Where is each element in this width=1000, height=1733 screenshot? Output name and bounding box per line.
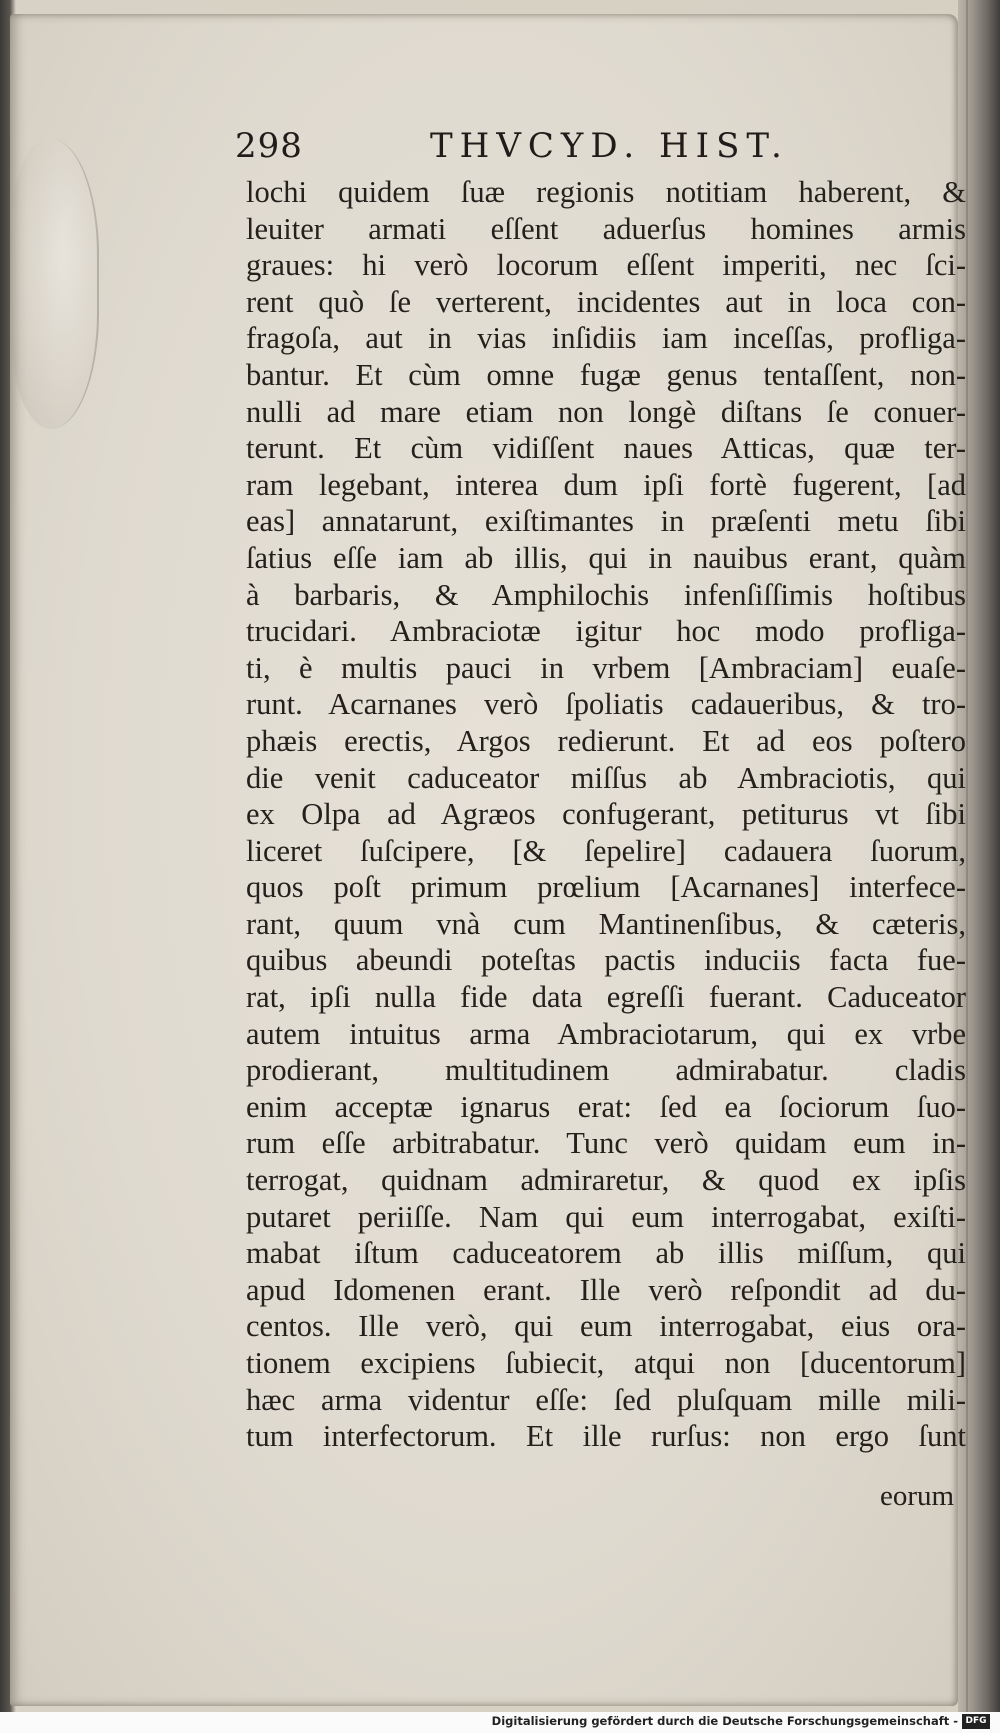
- text-line: runt. Acarnanes verò ſpoliatis cadaueribus, & tro-: [246, 687, 966, 722]
- text-line: putaret periiſſe. Nam qui eum interrogabat, exiſti-: [246, 1199, 966, 1234]
- text-line: tionem excipiens ſubiecit, atqui non [ducentorum]: [246, 1346, 966, 1380]
- text-line: ram legebant, interea dum ipſi fortè fugerent, [ad: [246, 467, 966, 502]
- running-title: THVCYD. HIST.: [430, 126, 789, 166]
- text-line: trucidari. Ambraciotæ igitur hoc modo profliga-: [246, 614, 966, 649]
- paper-blemish: [12, 139, 99, 429]
- text-line: quibus abeundi poteſtas pactis induciis facta fue-: [246, 943, 966, 978]
- page-number: 298: [235, 126, 303, 166]
- text-line: terrogat, quidnam admiraretur, & quod ex ipſis: [246, 1163, 966, 1198]
- text-line: centos. Ille verò, qui eum interrogabat, eius ora-: [246, 1309, 966, 1344]
- text-line: quos poſt primum prœlium [Acarnanes] interfece-: [246, 870, 966, 905]
- text-line: die venit caduceator miſſus ab Ambraciotis, qui: [246, 760, 966, 795]
- text-line: fragoſa, aut in vias inſidiis iam inceſſas, profliga-: [246, 321, 966, 356]
- text-line: lochi quidem ſuæ regionis notitiam haberent, &: [246, 175, 966, 209]
- text-line: rent quò ſe verterent, incidentes aut in loca con-: [246, 284, 966, 319]
- text-line: ſatius eſſe iam ab illis, qui in nauibus erant, quàm: [246, 540, 966, 575]
- text-line: autem intuitus arma Ambraciotarum, qui ex vrbe: [246, 1016, 966, 1051]
- book-page: [10, 14, 966, 1706]
- digitization-footer: [0, 1712, 1000, 1733]
- text-line: mabat iſtum caduceatorem ab illis miſſum, qui: [246, 1236, 966, 1271]
- text-line: à barbaris, & Amphilochis infenſiſſimis hoſtibus: [246, 577, 966, 612]
- text-line: liceret ſuſcipere, [& ſepelire] cadauera ſuorum,: [246, 833, 966, 868]
- text-line: rum eſſe arbitrabatur. Tunc verò quidam eum in-: [246, 1126, 966, 1161]
- text-line: terunt. Et cùm vidiſſent naues Atticas, quæ ter-: [246, 431, 966, 466]
- text-line: hæc arma videntur eſſe: ſed pluſquam mille mili-: [246, 1382, 966, 1417]
- text-line: leuiter armati eſſent aduerſus homines armis: [246, 211, 966, 246]
- text-line: bantur. Et cùm omne fugæ genus tentaſſent, non-: [246, 357, 966, 392]
- text-line: tum interfectorum. Et ille rurſus: non ergo ſunt: [246, 1419, 966, 1454]
- funding-credit: Digitalisierung gefördert durch die Deutsche Forschungsgemeinschaft -: [491, 1714, 958, 1728]
- page-header: [10, 122, 958, 172]
- text-line: nulli ad mare etiam non longè diſtans ſe conuer-: [246, 394, 966, 429]
- text-line: apud Idomenen erant. Ille verò reſpondit ad du-: [246, 1272, 966, 1307]
- text-line: enim acceptæ ignarus erat: ſed ea ſociorum ſuo-: [246, 1089, 966, 1124]
- text-line: prodierant, multitudinem admirabatur. cladis: [246, 1053, 966, 1088]
- text-line: ex Olpa ad Agræos confugerant, petiturus vt ſibi: [246, 797, 966, 832]
- text-line: graues: hi verò locorum eſſent imperiti, nec ſci-: [246, 248, 966, 283]
- text-line: rat, ipſi nulla fide data egreſſi fuerant. Caduceator: [246, 980, 966, 1015]
- text-line: eas] annatarunt, exiſtimantes in præſenti metu ſibi: [246, 504, 966, 539]
- catchword: eorum: [880, 1480, 955, 1512]
- dfg-logo-icon: DFG: [962, 1714, 990, 1729]
- text-line: phæis erectis, Argos redierunt. Et ad eos poſtero: [246, 723, 966, 758]
- text-line: rant, quum vnà cum Mantinenſibus, & cæteris,: [246, 906, 966, 941]
- text-line: ti, è multis pauci in vrbem [Ambraciam] euaſe-: [246, 650, 966, 685]
- body-text: [246, 174, 966, 1455]
